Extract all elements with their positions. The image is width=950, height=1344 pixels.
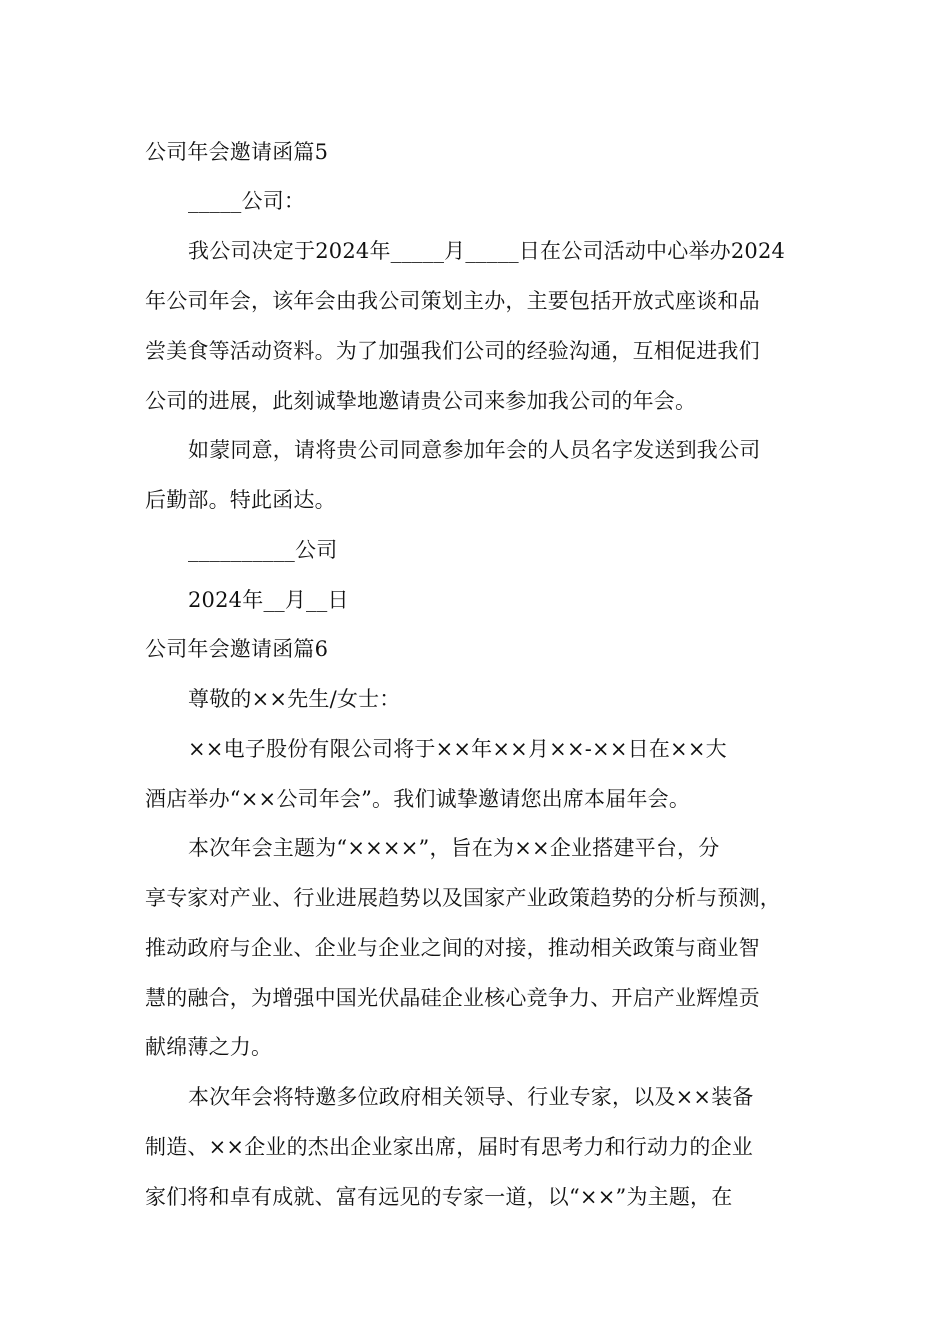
salutation: 尊敬的××先生/女士：	[188, 687, 401, 711]
date: 2024年__月__日	[188, 588, 349, 612]
paragraph-line: ××电子股份有限公司将于××年××月××-××日在××大	[188, 737, 727, 761]
paragraph-line: 家们将和卓有成就、富有远见的专家一道，以“××”为主题，在	[145, 1185, 733, 1209]
paragraph-line: 后勤部。特此函达。	[145, 488, 336, 512]
paragraph-line: 酒店举办“××公司年会”。我们诚挚邀请您出席本届年会。	[145, 787, 691, 811]
salutation: _____公司：	[188, 189, 306, 213]
section-title: 公司年会邀请函篇5	[145, 140, 329, 164]
paragraph-line: 如蒙同意，请将贵公司同意参加年会的人员名字发送到我公司	[188, 438, 761, 462]
paragraph-line: 年公司年会，该年会由我公司策划主办，主要包括开放式座谈和品	[145, 289, 760, 313]
section-title: 公司年会邀请函篇6	[145, 637, 329, 661]
paragraph-line: 制造、××企业的杰出企业家出席，届时有思考力和行动力的企业	[145, 1135, 753, 1159]
paragraph-line: 慧的融合，为增强中国光伏晶硅企业核心竞争力、开启产业辉煌贡	[145, 986, 760, 1010]
paragraph-line: 享专家对产业、行业进展趋势以及国家产业政策趋势的分析与预测，	[145, 886, 781, 910]
paragraph-line: 推动政府与企业、企业与企业之间的对接，推动相关政策与商业智	[145, 936, 760, 960]
signature: __________公司	[188, 538, 338, 562]
paragraph-line: 公司的进展，此刻诚挚地邀请贵公司来参加我公司的年会。	[145, 389, 697, 413]
paragraph-line: 献绵薄之力。	[145, 1035, 273, 1059]
paragraph-line: 尝美食等活动资料。为了加强我们公司的经验沟通，互相促进我们	[145, 339, 760, 363]
paragraph-line: 本次年会主题为“××××”，旨在为××企业搭建平台，分	[188, 836, 720, 860]
paragraph-line: 本次年会将特邀多位政府相关领导、行业专家，以及××装备	[188, 1085, 754, 1109]
paragraph-line: 我公司决定于2024年_____月_____日在公司活动中心举办2024	[188, 239, 786, 263]
